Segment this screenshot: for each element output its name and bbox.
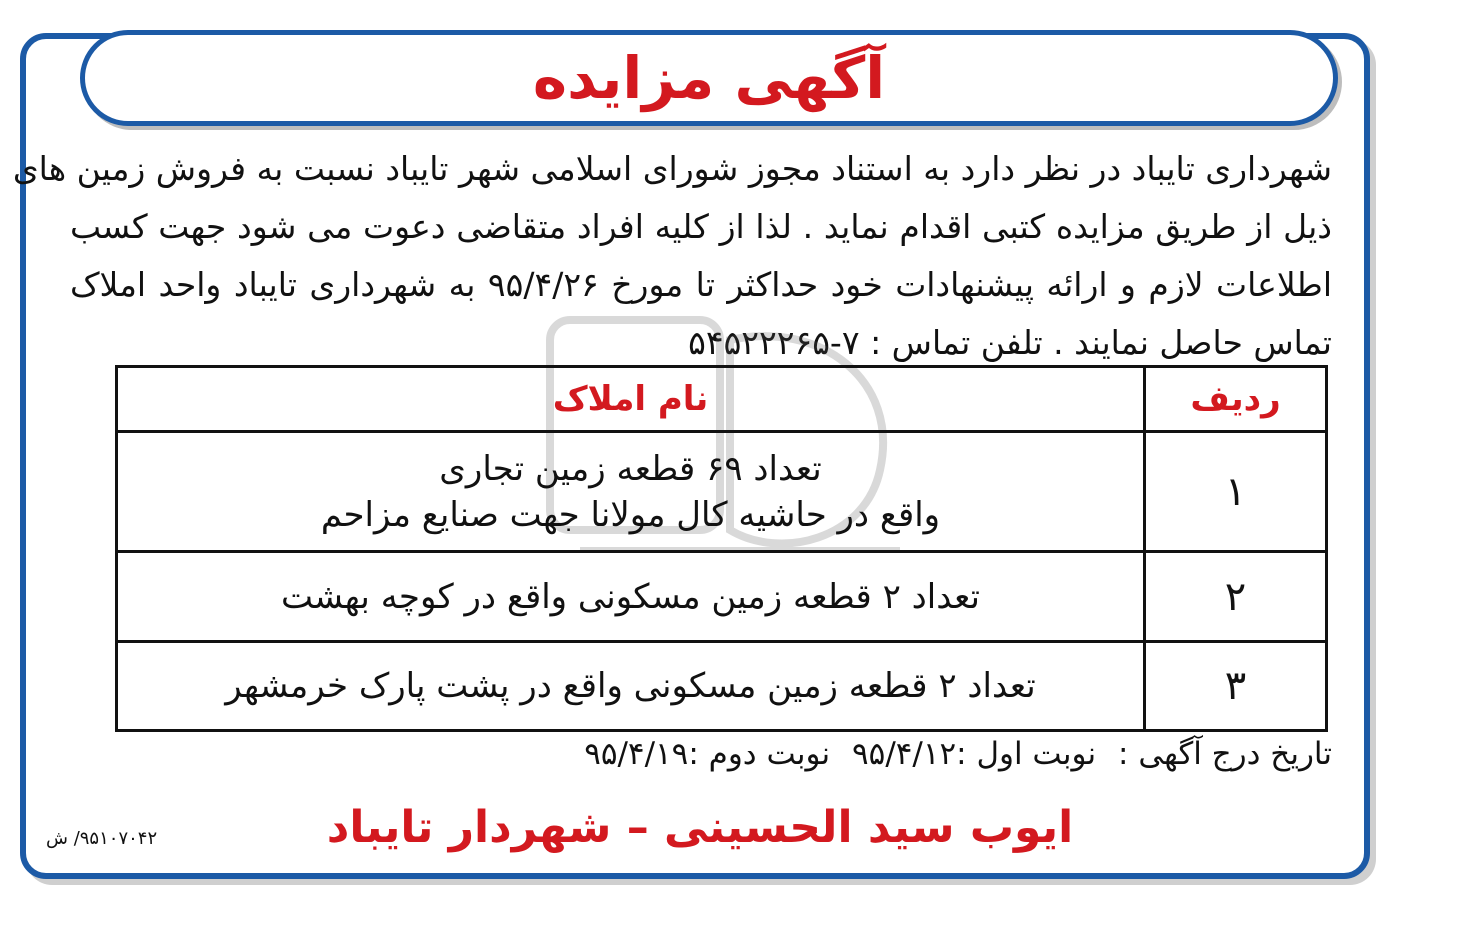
column-header-row-number: ردیف <box>1145 367 1327 432</box>
intro-line: شهرداری تایباد در نظر دارد به استناد مجوز شورای اسلامی شهر تایباد نسبت به فروش زمین های <box>12 149 1332 188</box>
property-description <box>117 552 1145 642</box>
intro-line: اطلاعات لازم و ارائه پیشنهادات خود حداکثر تا مورخ ۹۵/۴/۲۶ به شهرداری تایباد واحد املاک <box>70 265 1332 304</box>
signature: ایوب سید الحسینی – شهردار تایباد <box>326 802 1074 853</box>
property-line: تعداد ۲ قطعه زمین مسکونی واقع در پشت پارک خرمشهر <box>225 666 1036 706</box>
property-line: تعداد ۶۹ قطعه زمین تجاری <box>439 448 822 489</box>
ad-title: آگهی مزایده <box>532 44 886 112</box>
property-line: واقع در حاشیه کال مولانا جهت صنایع مزاحم <box>320 494 941 535</box>
intro-line: تماس حاصل نمایند . تلفن تماس : ۷-۵۴۵۲۲۲۶۵ <box>688 323 1332 362</box>
row-number: ۱ <box>1145 432 1327 552</box>
property-description <box>117 642 1145 731</box>
table-row <box>117 642 1327 731</box>
table-header-row <box>117 367 1327 432</box>
properties-table <box>115 365 1328 732</box>
property-description <box>117 432 1145 552</box>
second-publication-date: نوبت دوم :۹۵/۴/۱۹ <box>584 736 831 772</box>
column-header-property-name: نام املاک <box>117 367 1145 432</box>
property-line: تعداد ۲ قطعه زمین مسکونی واقع در کوچه بهشت <box>281 576 980 617</box>
title-box <box>80 30 1338 126</box>
publication-dates <box>300 730 1332 778</box>
row-number: ۳ <box>1145 642 1327 731</box>
table-row <box>117 432 1327 552</box>
table-row <box>117 552 1327 642</box>
intro-line: ذیل از طریق مزایده کتبی اقدام نماید . لذا از کلیه افراد متقاضی دعوت می شود جهت کسب <box>70 207 1332 246</box>
ad-code: ۹۵۱۰۷۰۴۲/ ش <box>46 828 158 849</box>
first-publication-date: نوبت اول :۹۵/۴/۱۲ <box>852 736 1097 772</box>
row-number: ۲ <box>1145 552 1327 642</box>
dates-label: تاریخ درج آگهی : <box>1118 736 1332 772</box>
intro-paragraph <box>12 140 1332 372</box>
